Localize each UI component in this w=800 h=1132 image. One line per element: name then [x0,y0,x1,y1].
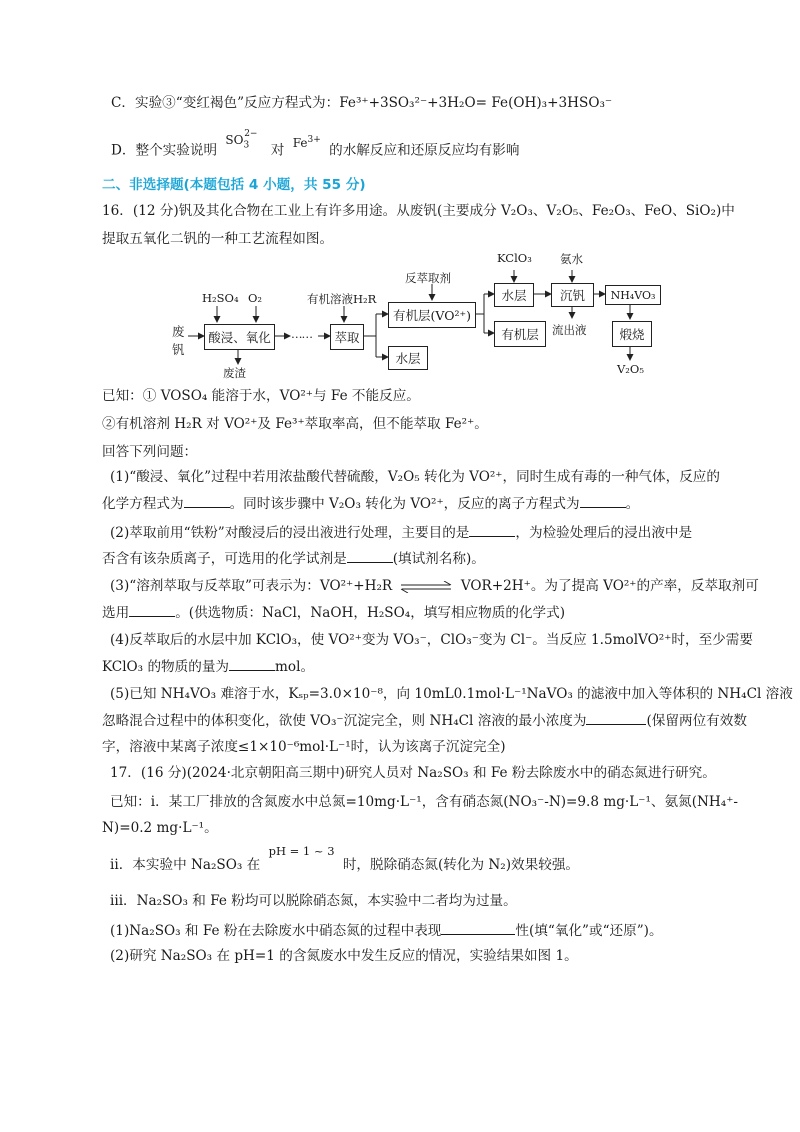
effluent-label: 流出液 [552,323,587,337]
q16-part2-line2: 否含有该杂质离子，可选用的化学试剂是 (填试剂名称)。 [102,548,485,569]
section-header: 二、非选择题(本题包括 4 小题，共 55 分) [102,177,366,193]
q16-part2-line1: (2)萃取前用“铁粉”对酸浸后的浸出液进行处理，主要目的是 ，为检验处理后的浸出液中是 [110,522,692,543]
o2-label: O₂ [248,291,263,305]
q16-part1-line2: 化学方程式为 。同时该步骤中 V₂O₃ 转化为 VO²⁺，反应的离子方程式为 。 [102,493,639,514]
blank-1[interactable] [184,493,230,508]
ph-range: pH = 1 ~ 3 [268,844,335,858]
precipitate-vanadium-box: 沉钒 [551,283,594,307]
option-d-text-a: D．整个实验说明 [111,142,218,159]
q17-known-1b: N)=0.2 mg·L⁻¹。 [102,820,218,836]
blank-2[interactable] [580,493,626,508]
solvent-label: 有机溶液H₂R [307,292,377,306]
ammonia-label: 氨水 [560,252,583,266]
residue-label: 废渣 [223,366,246,380]
option-c: C．实验③“变红褐色”反应方程式为：Fe³⁺+3SO₃²⁻+3H₂O= Fe(OH)₃+3HSO₃⁻ [111,95,613,111]
option-d-text-b: 对 [270,142,285,159]
feed-label-2: 钒 [172,342,185,357]
calcine-box: 煅烧 [612,321,652,347]
feed-label-1: 废 [172,324,185,339]
flow-arrows [0,0,800,400]
kclo3-label: KClO₃ [497,251,532,265]
blank-5[interactable] [129,602,175,617]
q17-known-1a: 已知：i．某工厂排放的含氮废水中总氮=10mg·L⁻¹，含有硝态氮(NO₃⁻-N)=9.8 mg·L⁻¹、氨氮(NH₄⁺- [110,794,738,810]
option-d-text-c: 的水解反应和还原反应均有影响 [329,142,520,159]
q17-part1: (1)Na₂SO₃ 和 Fe 粉在去除废水中硝态氮的过程中表现 性(填“氧化”或“还原”)。 [110,920,663,941]
q16-part3-line2: 选用 。(供选物质：NaCl，NaOH，H₂SO₄，填写相应物质的化学式) [102,602,565,623]
q17-intro: 17．(16 分)(2024·北京朝阳高三期中)研究人员对 Na₂SO₃ 和 Fe 粉去除废水中的硝态氮进行研究。 [110,765,716,781]
q16-part4-line1: (4)反萃取后的水层中加 KClO₃，使 VO²⁺变为 VO₃⁻，ClO₃⁻变为 Cl⁻。当反应 1.5molVO²⁺时，至少需要 [110,632,753,648]
q16-intro-line2: 提取五氧化二钒的一种工艺流程如图。 [102,231,334,247]
q16-part1-line1: (1)“酸浸、氧化”过程中若用浓盐酸代替硫酸，V₂O₅ 转化为 VO²⁺，同时生成有毒的一种气体，反应的 [110,469,720,485]
q16-known-2: ②有机溶剂 H₂R 对 VO²⁺及 Fe³⁺萃取率高，但不能萃取 Fe²⁺。 [102,416,488,432]
blank-3[interactable] [469,522,515,537]
v2o5-label: V₂O₅ [617,362,644,376]
extract-box: 萃取 [330,324,364,350]
q16-part3-line1: (3)“溶剂萃取与反萃取”可表示为：VO²⁺+H₂R VOR+2H⁺。为了提高 VO²⁺的产率，反萃取剂可 [110,578,759,594]
q17-known-2: ii．本实验中 Na₂SO₃ 在 pH = 1 ~ 3 时，脱除硝态氮(转化为 N₂)效果较强。 [110,855,579,875]
back-extractant-label: 反萃取剂 [405,271,451,285]
blank-4[interactable] [347,548,393,563]
leach-oxidize-box: 酸浸、氧化 [204,324,275,350]
aqueous-layer-box: 水层 [388,346,428,370]
blank-6[interactable] [229,656,275,671]
sulfite-ion: $SO_3^{2-}$ [225,129,258,151]
water-layer-box: 水层 [494,283,534,307]
q17-known-3: iii．Na₂SO₃ 和 Fe 粉均可以脱除硝态氮，本实验中二者均为过量。 [110,893,517,909]
q16-part4-line2: KClO₃ 的物质的量为 mol。 [102,656,314,677]
q16-intro-line1: 16．(12 分)钒及其化合物在工业上有许多用途。从废钒(主要成分 V₂O₃、V₂O₅、Fe₂O₃、FeO、SiO₂)中 [102,203,735,219]
blank-8[interactable] [441,920,515,935]
h2so4-label: H₂SO₄ [202,291,239,305]
ferric-ion: $Fe^{3+}$ [292,134,321,150]
organic-layer-2-box: 有机层 [494,321,546,347]
q16-part5-line1: (5)已知 NH₄VO₃ 难溶于水，Kₛₚ=3.0×10⁻⁸，向 10mL0.1mol·L⁻¹NaVO₃ 的滤液中加入等体积的 NH₄Cl 溶液 [110,686,793,702]
blank-7[interactable] [586,710,646,725]
q16-part5-line2: 忽略混合过程中的体积变化，欲使 VO₃⁻沉淀完全，则 NH₄Cl 溶液的最小浓度为 (保留两位有效数 [102,710,747,731]
q16-known-1: 已知：① VOSO₄ 能溶于水，VO²⁺与 Fe 不能反应。 [102,388,420,404]
nh4vo3-box: NH₄VO₃ [605,285,661,305]
dots-label: …… [291,327,312,341]
q16-part5-line3: 字，溶液中某离子浓度≤1×10⁻⁶mol·L⁻¹时，认为该离子沉淀完全) [102,739,506,755]
equilibrium-arrow-icon [398,581,454,593]
organic-layer-box: 有机层(VO²⁺) [388,302,476,328]
q16-answer-prompt: 回答下列问题： [102,444,198,460]
q17-part2: (2)研究 Na₂SO₃ 在 pH=1 的含氮废水中发生反应的情况，实验结果如图 1。 [110,948,578,964]
